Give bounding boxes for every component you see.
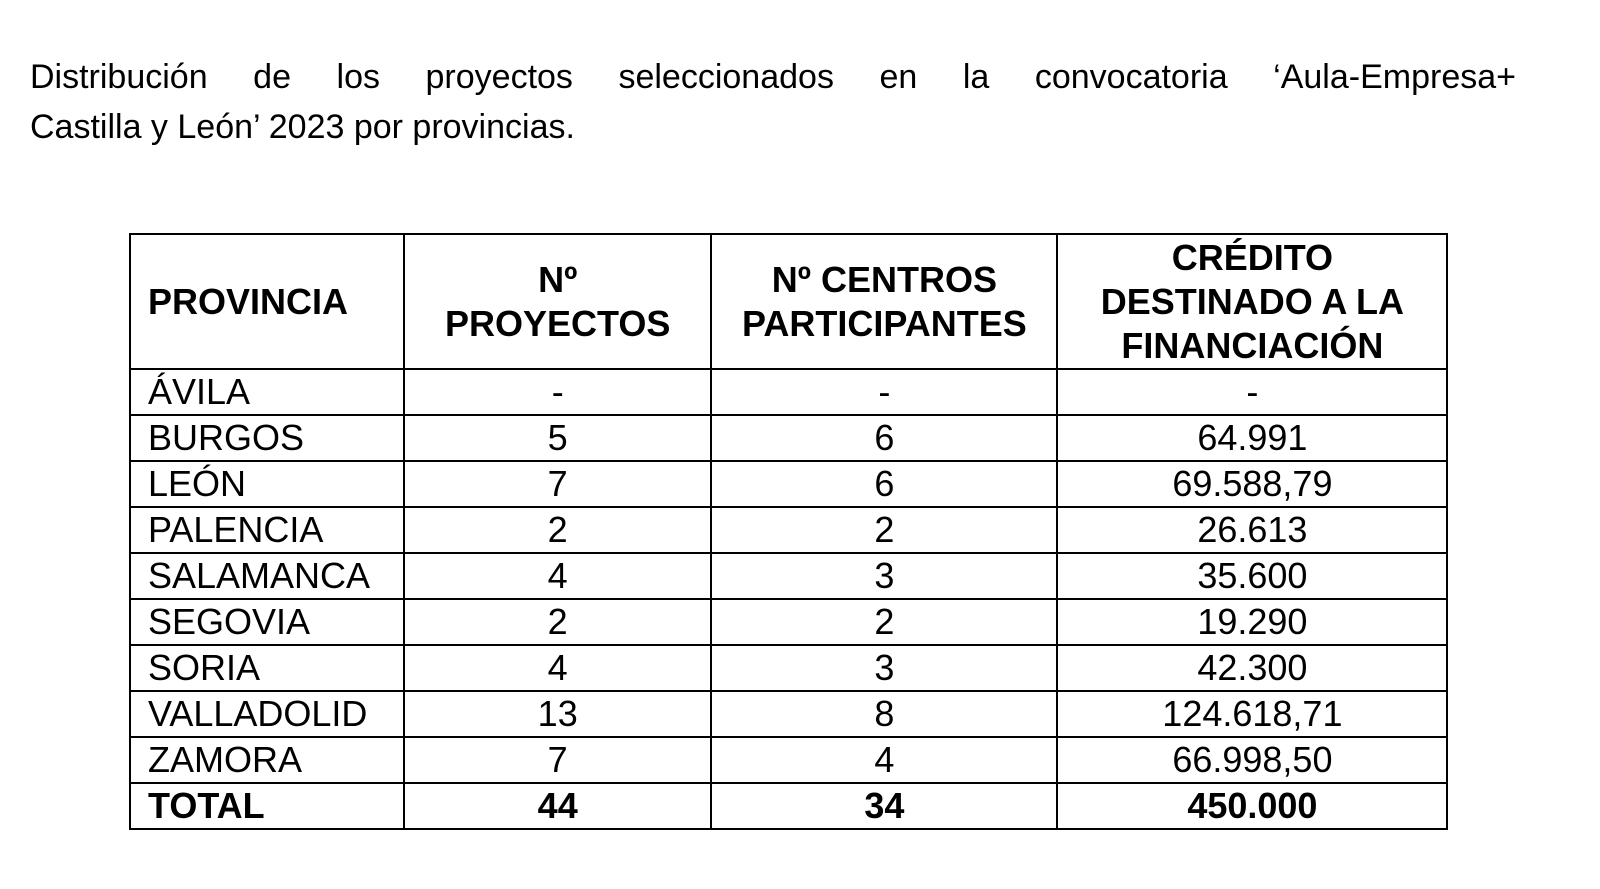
header-proyectos: Nº PROYECTOS bbox=[404, 234, 711, 369]
heading-line-2: Castilla y León’ 2023 por provincias. bbox=[30, 108, 575, 146]
table-row bbox=[130, 369, 1447, 415]
header-centros: Nº CENTROS PARTICIPANTES bbox=[711, 234, 1057, 369]
heading-line-1: Distribución de los proyectos seleccionados en la convocatoria ‘Aula-Empresa+ bbox=[30, 58, 1516, 96]
table-row bbox=[130, 553, 1447, 599]
cell-provincia: PALENCIA bbox=[130, 507, 404, 553]
cell-provincia: VALLADOLID bbox=[130, 691, 404, 737]
cell-credito: 26.613 bbox=[1057, 507, 1447, 553]
total-centros: 34 bbox=[711, 783, 1057, 829]
cell-provincia: SEGOVIA bbox=[130, 599, 404, 645]
cell-credito: 124.618,71 bbox=[1057, 691, 1447, 737]
cell-credito: - bbox=[1057, 369, 1447, 415]
total-provincia: TOTAL bbox=[130, 783, 404, 829]
cell-centros: 3 bbox=[711, 645, 1057, 691]
table-row bbox=[130, 415, 1447, 461]
header-row bbox=[130, 234, 1447, 369]
cell-proyectos: 7 bbox=[404, 737, 711, 783]
cell-credito: 42.300 bbox=[1057, 645, 1447, 691]
cell-provincia: ÁVILA bbox=[130, 369, 404, 415]
cell-proyectos: 7 bbox=[404, 461, 711, 507]
table-row bbox=[130, 461, 1447, 507]
cell-provincia: SALAMANCA bbox=[130, 553, 404, 599]
cell-provincia: LEÓN bbox=[130, 461, 404, 507]
cell-proyectos: 13 bbox=[404, 691, 711, 737]
table-row bbox=[130, 645, 1447, 691]
projects-by-province-table bbox=[129, 233, 1448, 830]
cell-proyectos: 5 bbox=[404, 415, 711, 461]
document-heading bbox=[30, 52, 1516, 152]
cell-proyectos: - bbox=[404, 369, 711, 415]
cell-centros: 6 bbox=[711, 461, 1057, 507]
total-proyectos: 44 bbox=[404, 783, 711, 829]
cell-centros: 2 bbox=[711, 599, 1057, 645]
cell-proyectos: 4 bbox=[404, 645, 711, 691]
cell-provincia: SORIA bbox=[130, 645, 404, 691]
cell-proyectos: 2 bbox=[404, 599, 711, 645]
table-row bbox=[130, 737, 1447, 783]
cell-credito: 64.991 bbox=[1057, 415, 1447, 461]
cell-centros: 2 bbox=[711, 507, 1057, 553]
total-credito: 450.000 bbox=[1057, 783, 1447, 829]
cell-proyectos: 2 bbox=[404, 507, 711, 553]
cell-credito: 19.290 bbox=[1057, 599, 1447, 645]
cell-centros: - bbox=[711, 369, 1057, 415]
cell-centros: 8 bbox=[711, 691, 1057, 737]
cell-centros: 4 bbox=[711, 737, 1057, 783]
cell-centros: 6 bbox=[711, 415, 1057, 461]
cell-proyectos: 4 bbox=[404, 553, 711, 599]
table-row bbox=[130, 507, 1447, 553]
header-credito: CRÉDITO DESTINADO A LA FINANCIACIÓN bbox=[1057, 234, 1447, 369]
cell-credito: 35.600 bbox=[1057, 553, 1447, 599]
header-provincia: PROVINCIA bbox=[130, 234, 404, 369]
cell-credito: 66.998,50 bbox=[1057, 737, 1447, 783]
cell-provincia: BURGOS bbox=[130, 415, 404, 461]
cell-centros: 3 bbox=[711, 553, 1057, 599]
table-row bbox=[130, 691, 1447, 737]
cell-provincia: ZAMORA bbox=[130, 737, 404, 783]
cell-credito: 69.588,79 bbox=[1057, 461, 1447, 507]
total-row bbox=[130, 783, 1447, 829]
table-row bbox=[130, 599, 1447, 645]
